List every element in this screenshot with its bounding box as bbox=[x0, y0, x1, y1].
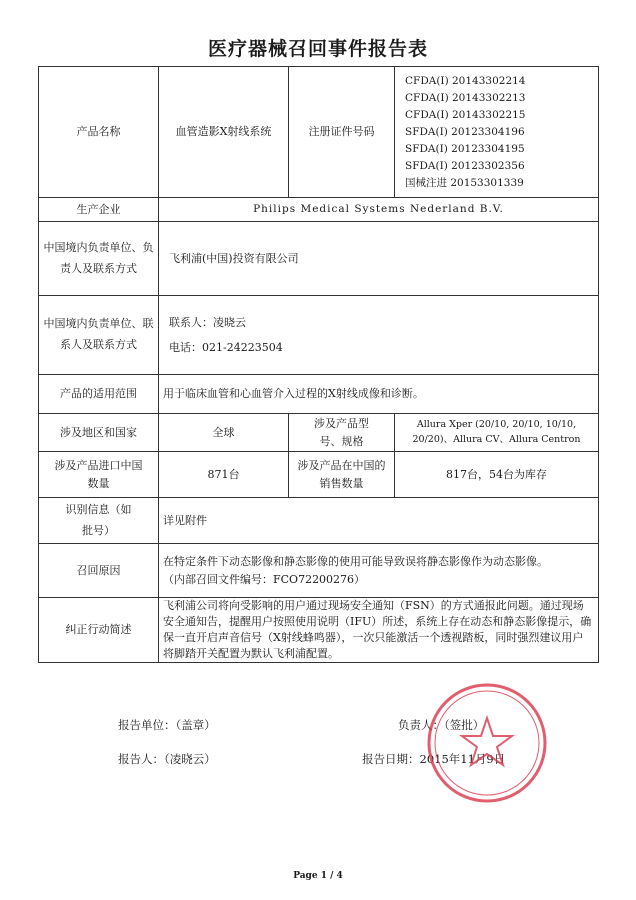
company-seal-stamp bbox=[422, 678, 552, 808]
reporter: 报告人：（凌晓云） bbox=[118, 752, 216, 766]
row-product-name bbox=[39, 67, 599, 198]
reg-number: CFDA(I) 20143302214 bbox=[405, 74, 526, 87]
contact-phone: 电话：021-24223504 bbox=[169, 341, 283, 354]
document-title: 医疗器械召回事件报告表 bbox=[207, 38, 428, 60]
recall-report-table bbox=[38, 66, 599, 663]
reg-number: SFDA(I) 20123304195 bbox=[405, 142, 525, 155]
scope-label: 产品的适用范围 bbox=[39, 375, 159, 414]
row-china-agent bbox=[39, 222, 599, 296]
reg-number: 国械注进 20153301339 bbox=[405, 176, 524, 189]
reg-number: CFDA(I) 20143302215 bbox=[405, 108, 526, 121]
model-label: 涉及产品型号、规格 bbox=[289, 414, 395, 452]
report-date: 报告日期：2015年11月9日 bbox=[362, 752, 506, 766]
row-quantity bbox=[39, 452, 599, 498]
sales-value: 817台，54台为库存 bbox=[395, 452, 599, 498]
reg-number: SFDA(I) 20123302356 bbox=[405, 159, 525, 172]
quantity-value: 871台 bbox=[159, 452, 289, 498]
china-agent-value: 飞利浦(中国)投资有限公司 bbox=[159, 222, 599, 296]
sales-label: 涉及产品在中国的销售数量 bbox=[289, 452, 395, 498]
reg-number: CFDA(I) 20143302213 bbox=[405, 91, 526, 104]
registration-numbers bbox=[395, 67, 599, 198]
reason-cell bbox=[159, 544, 599, 598]
region-label: 涉及地区和国家 bbox=[39, 414, 159, 452]
report-unit: 报告单位：（盖章） bbox=[118, 718, 216, 732]
reason-value: 在特定条件下动态影像和静态影像的使用可能导致误将静态影像作为动态影像。 bbox=[163, 555, 548, 569]
row-manufacturer bbox=[39, 198, 599, 222]
reason-label: 召回原因 bbox=[39, 544, 159, 598]
contact-person: 联系人：凌晓云 bbox=[169, 315, 246, 329]
china-contact-cell bbox=[159, 296, 599, 375]
row-reason bbox=[39, 544, 599, 598]
identification-label: 识别信息（如批号） bbox=[39, 498, 159, 544]
model-value: Allura Xper (20/10, 20/10, 10/10, 20/20)、Allura CV、Allura Centron bbox=[395, 414, 599, 452]
row-identification bbox=[39, 498, 599, 544]
row-scope bbox=[39, 375, 599, 414]
page-number: Page 1 / 4 bbox=[293, 871, 343, 881]
product-name-label: 产品名称 bbox=[39, 67, 159, 198]
row-action bbox=[39, 598, 599, 663]
reg-number: SFDA(I) 20123304196 bbox=[405, 125, 525, 138]
china-contact-label: 中国境内负责单位、联系人及联系方式 bbox=[39, 296, 159, 375]
manufacturer-value: Philips Medical Systems Nederland B.V. bbox=[159, 198, 599, 222]
quantity-label: 涉及产品进口中国数量 bbox=[39, 452, 159, 498]
manufacturer-label: 生产企业 bbox=[39, 198, 159, 222]
scope-value: 用于临床血管和心血管介入过程的X射线成像和诊断。 bbox=[159, 375, 599, 414]
region-value: 全球 bbox=[159, 414, 289, 452]
registration-label: 注册证件号码 bbox=[289, 67, 395, 198]
row-region bbox=[39, 414, 599, 452]
row-china-contact bbox=[39, 296, 599, 375]
product-name-value: 血管造影X射线系统 bbox=[159, 67, 289, 198]
action-label: 纠正行动简述 bbox=[39, 598, 159, 663]
responsible-person: 负责人：（签批） bbox=[398, 718, 485, 732]
identification-value: 详见附件 bbox=[159, 498, 599, 544]
action-value: 飞利浦公司将向受影响的用户通过现场安全通知（FSN）的方式通报此问题。通过现场安全通知告，提醒用户按照使用说明（IFU）所述，系统上存在动态和静态影像提示，确保一直开启声音信号（X射线蜂鸣器），一次只能激活一个透视踏板，同时强烈建议用户将脚踏开关配置为默认飞利浦配置。 bbox=[159, 598, 599, 663]
reason-ref: （内部召回文件编号：FCO72200276） bbox=[163, 572, 366, 586]
china-agent-label: 中国境内负责单位、负责人及联系方式 bbox=[39, 222, 159, 296]
